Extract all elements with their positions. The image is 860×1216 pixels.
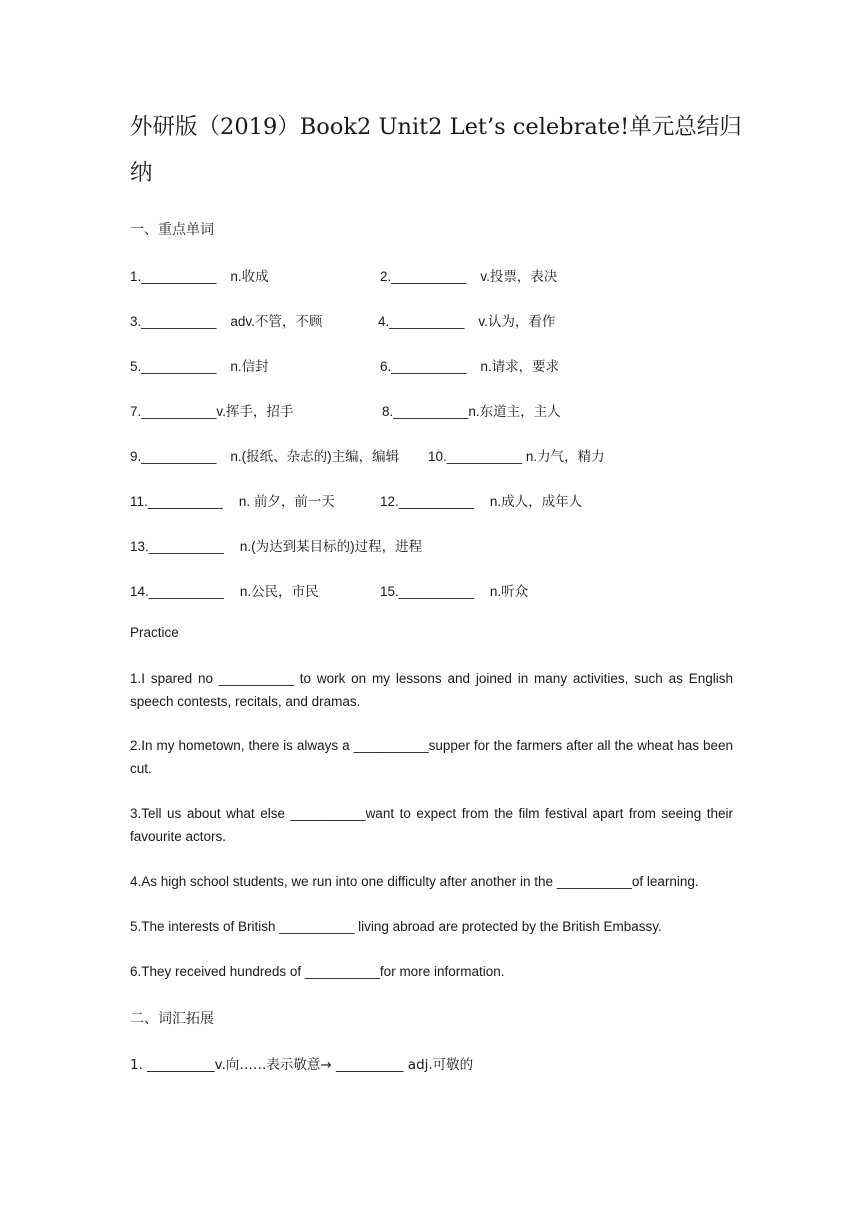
word-blank: __________ xyxy=(391,359,467,374)
word-definition: v.投票，表决 xyxy=(480,269,558,284)
word-definition: n.听众 xyxy=(489,584,529,599)
word-blank: __________ xyxy=(398,494,474,509)
word-item-14 xyxy=(130,580,319,600)
word-definition: n.成人，成年人 xyxy=(489,494,583,509)
word-item-12 xyxy=(380,490,582,510)
word-item-7 xyxy=(130,400,293,420)
word-number: 3. xyxy=(130,314,142,329)
word-item-8 xyxy=(382,400,561,420)
word-blank: __________ xyxy=(148,584,224,599)
word-definition: n. 前夕，前一天 xyxy=(238,494,335,509)
word-blank: __________ xyxy=(391,269,467,284)
expansion-item-1: 1. __________v.向……表示敬意→ __________ adj.可敬的 xyxy=(130,1057,474,1073)
word-item-4 xyxy=(378,310,555,330)
practice-sentence-1: 1.I spared no __________ to work on my lessons and joined in many activities, such as English speech contests, recitals, and dramas. xyxy=(130,671,733,709)
word-definition: n.(报纸、杂志的)主编，编辑 xyxy=(230,449,400,464)
word-blank: __________ xyxy=(141,269,217,284)
practice-label: Practice xyxy=(130,625,179,640)
word-item-2 xyxy=(380,265,557,285)
word-definition: n.信封 xyxy=(230,359,269,374)
word-number: 2. xyxy=(380,269,392,284)
section-heading-vocabulary-expansion: 二、词汇拓展 xyxy=(130,1011,214,1027)
word-definition: v.认为，看作 xyxy=(478,314,556,329)
word-item-6 xyxy=(380,355,559,375)
document-title: 外研版（2019）Book2 Unit2 Let’s celebrate!单元总结归纳 xyxy=(130,114,742,186)
word-item-3 xyxy=(130,310,322,330)
word-definition: adv.不管，不顾 xyxy=(230,314,323,329)
word-definition: n.公民，市民 xyxy=(239,584,319,599)
word-number: 11. xyxy=(130,494,148,509)
word-blank: __________ xyxy=(393,404,469,419)
word-definition: v.挥手，招手 xyxy=(216,404,294,419)
word-number: 1. xyxy=(130,269,142,284)
practice-sentence-4: 4.As high school students, we run into one difficulty after another in the __________of learning. xyxy=(130,874,699,889)
practice-sentence-3: 3.Tell us about what else __________want to expect from the film festival apart from seeing their favourite actors. xyxy=(130,806,733,844)
word-blank: __________ xyxy=(141,359,217,374)
word-blank: __________ xyxy=(141,314,217,329)
word-blank: __________ xyxy=(141,449,217,464)
word-definition: n.(为达到某目标的)过程，进程 xyxy=(239,539,423,554)
word-item-10 xyxy=(428,445,605,465)
word-number: 13. xyxy=(130,539,149,554)
word-number: 5. xyxy=(130,359,142,374)
word-blank: __________ xyxy=(147,494,223,509)
word-number: 4. xyxy=(378,314,390,329)
word-item-5 xyxy=(130,355,269,375)
word-item-15 xyxy=(380,580,528,600)
word-blank: __________ xyxy=(446,449,522,464)
word-number: 10. xyxy=(428,449,447,464)
word-definition: n.收成 xyxy=(230,269,269,284)
word-number: 9. xyxy=(130,449,142,464)
word-number: 14. xyxy=(130,584,149,599)
word-blank: __________ xyxy=(141,404,217,419)
word-number: 8. xyxy=(382,404,394,419)
word-item-1 xyxy=(130,265,269,285)
word-blank: __________ xyxy=(148,539,224,554)
word-definition: n.请求，要求 xyxy=(480,359,560,374)
word-item-13 xyxy=(130,535,422,555)
word-blank: __________ xyxy=(389,314,465,329)
word-item-11 xyxy=(130,490,335,510)
practice-sentence-6: 6.They received hundreds of __________for more information. xyxy=(130,964,505,979)
word-definition: n.东道主，主人 xyxy=(468,404,561,419)
practice-sentence-2: 2.In my hometown, there is always a __________supper for the farmers after all the wheat has been cut. xyxy=(130,738,733,776)
section-heading-key-words: 一、重点单词 xyxy=(130,222,214,238)
word-number: 12. xyxy=(380,494,399,509)
word-blank: __________ xyxy=(398,584,474,599)
word-number: 15. xyxy=(380,584,399,599)
word-definition: n.力气，精力 xyxy=(525,449,605,464)
word-number: 6. xyxy=(380,359,392,374)
word-number: 7. xyxy=(130,404,142,419)
word-item-9 xyxy=(130,445,399,465)
practice-sentence-5: 5.The interests of British __________ living abroad are protected by the British Embassy. xyxy=(130,919,662,934)
